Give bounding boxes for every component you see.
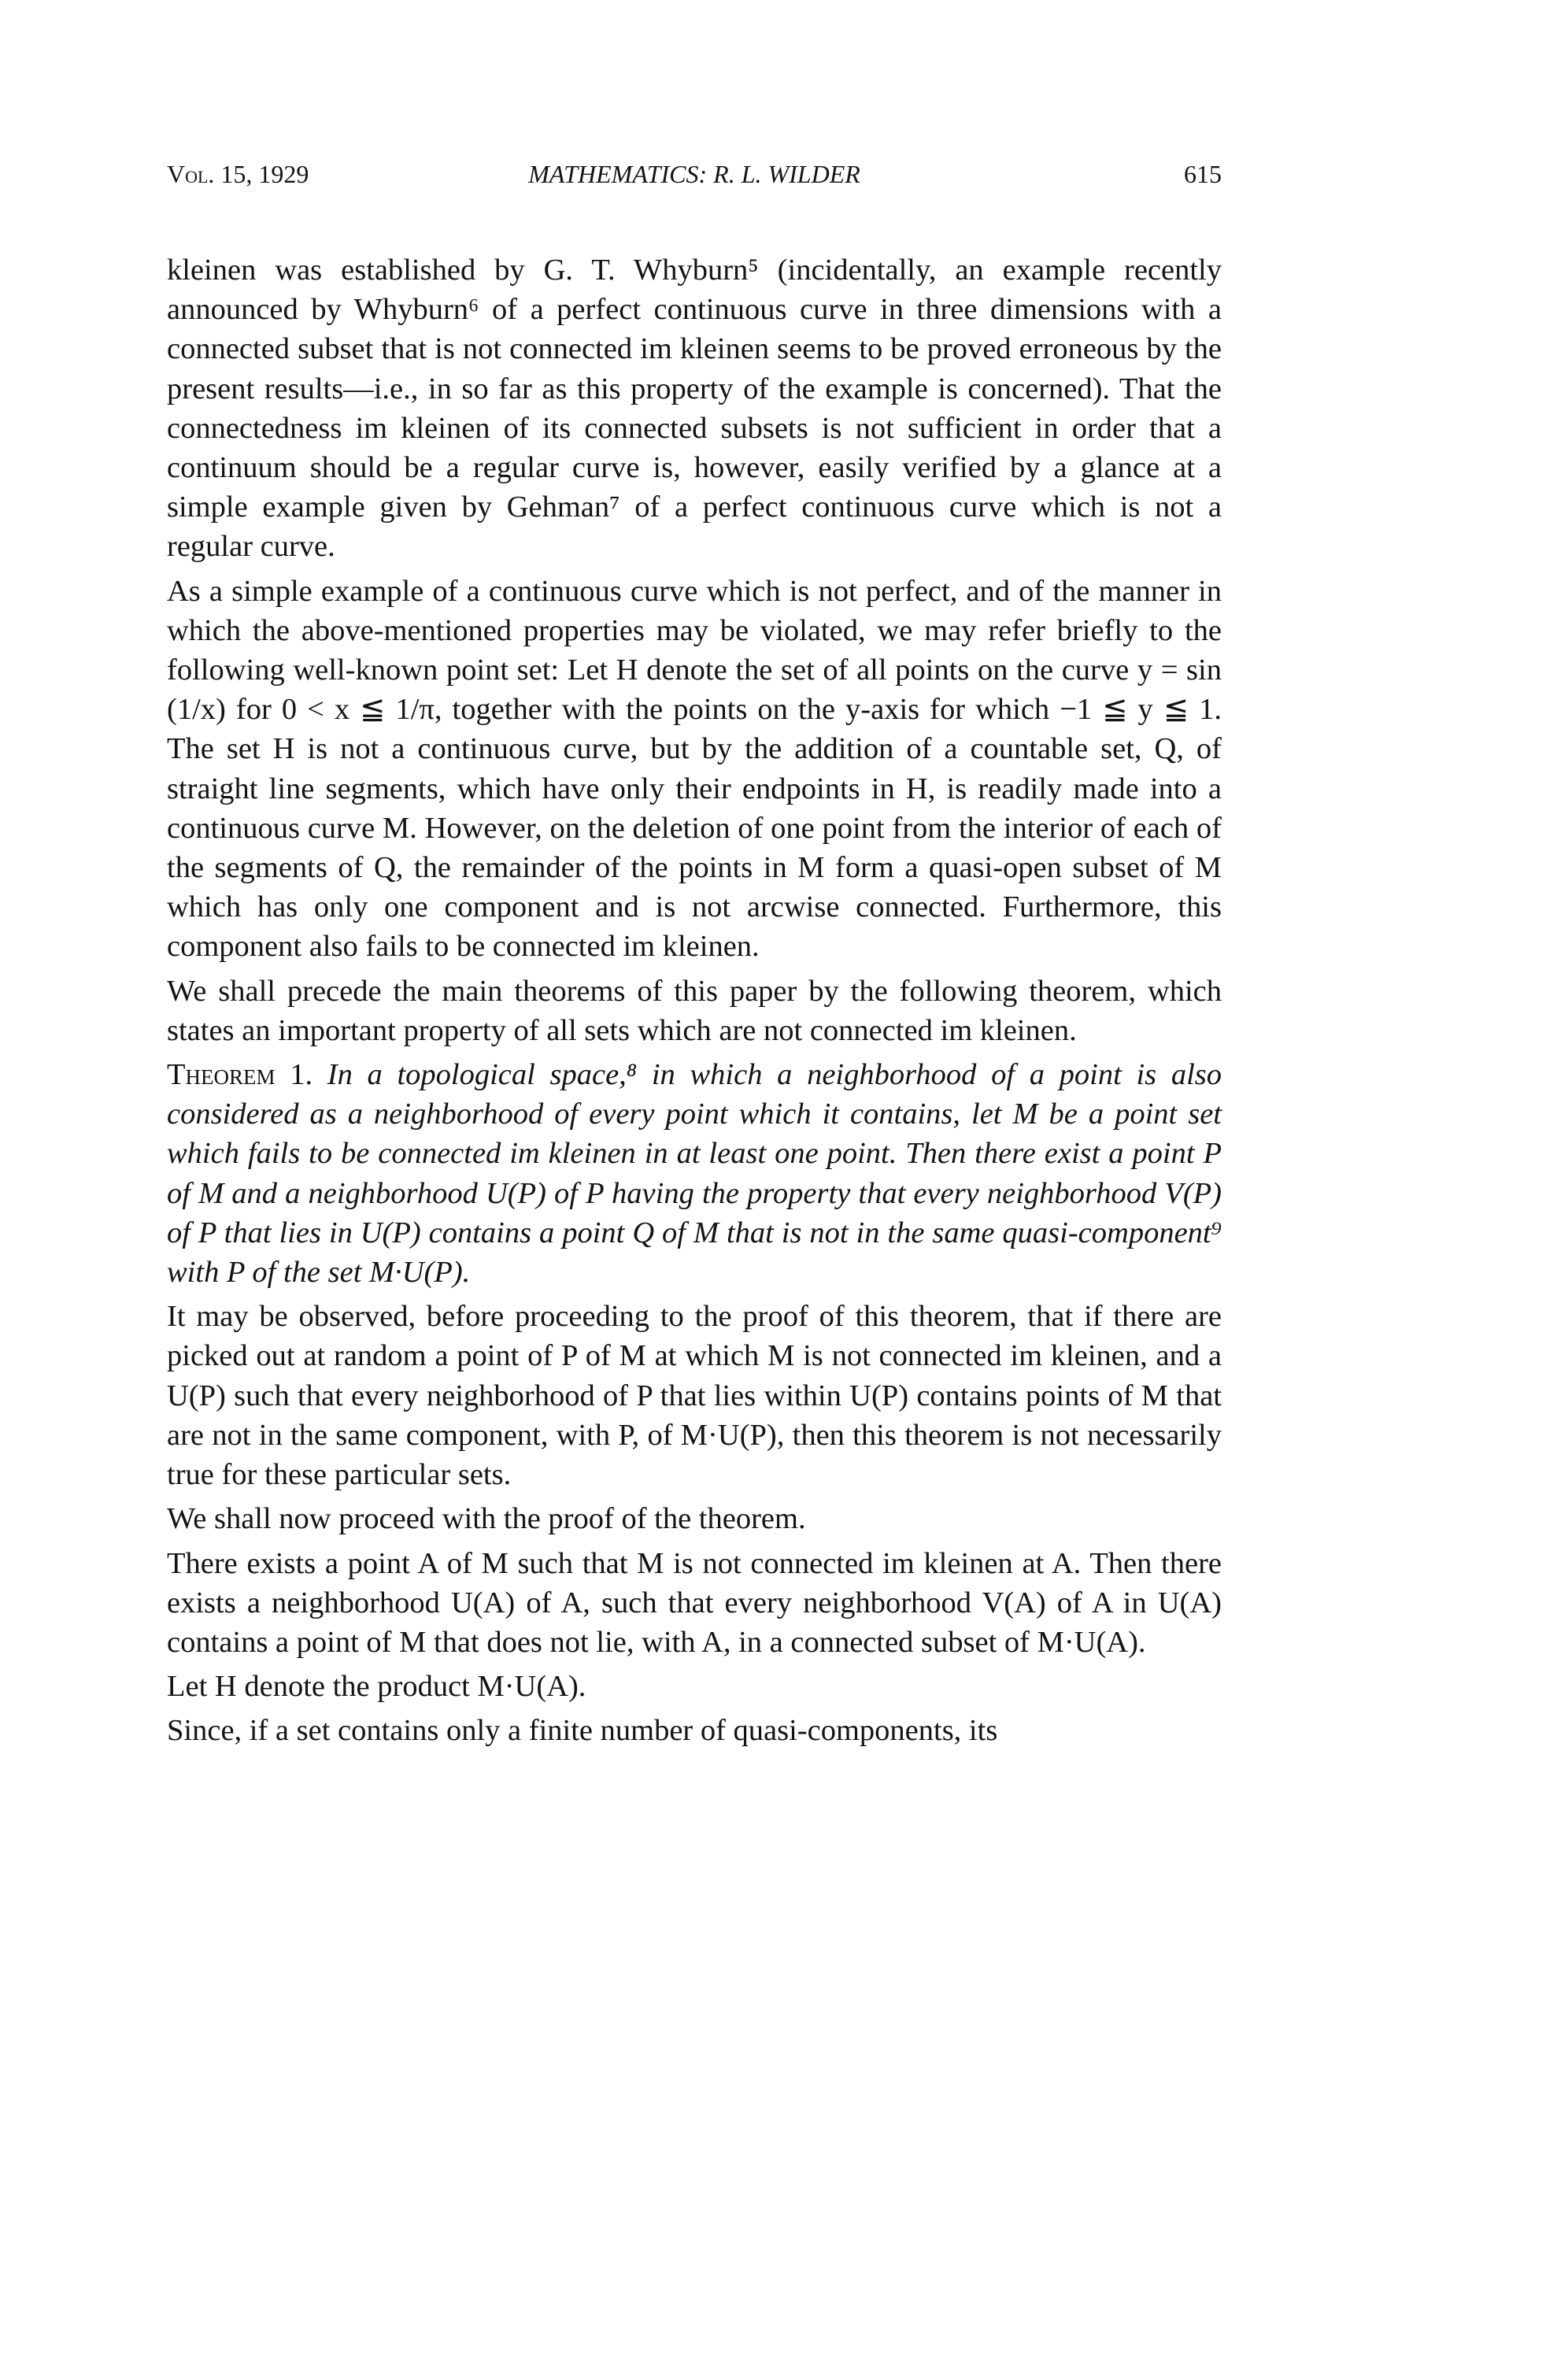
paragraph: kleinen was established by G. T. Whyburn⁵ (incidentally, an example recently announced by Whyburn⁶ of a perfect continuous curve in three dimensions with a connected subset that is not connected im kleinen seems to be proved erroneous by the present results—i.e., in so far as this property of the example is concerned). That the connectedness im kleinen of its connected subsets is not sufficient in order that a continuum should be a regular curve is, however, easily verified by a glance at a simple example given by Gehman⁷ of a perfect continuous curve which is not a regular curve. <box>167 254 1222 564</box>
theorem-label: Theorem 1. <box>167 1058 313 1092</box>
paragraph: We shall now proceed with the proof of the theorem. <box>167 1502 806 1536</box>
page-number: 615 <box>1184 160 1222 188</box>
running-title: MATHEMATICS: R. L. WILDER <box>528 160 860 188</box>
paragraph: Since, if a set contains only a finite number of quasi-components, its <box>167 1714 998 1748</box>
paragraph: It may be observed, before proceeding to the proof of this theorem, that if there are picked out at random a point of P of M at which M is not connected im kleinen, and a U(P) such that every neighborhood of P that lies within U(P) contains points of M that are not in the same component, with P, of M·U(P), then this theorem is not necessarily true for these particular sets. <box>167 1300 1222 1492</box>
page-header <box>167 154 1222 194</box>
theorem-statement: In a topological space,⁸ in which a neighborhood of a point is also considered as a neighborhood of every point which it contains, let M be a point set which fails to be connected im kleinen in at least one point. Then there exist a point P of M and a neighborhood U(P) of P having the property that every neighborhood V(P) of P that lies in U(P) contains a point Q of M that is not in the same quasi-component⁹ with P of the set M·U(P). <box>167 1058 1222 1290</box>
paragraph: As a simple example of a continuous curve which is not perfect, and of the manner in which the above-mentioned properties may be violated, we may refer briefly to the following well-known point set: Let H denote the set of all points on the curve y = sin (1/x) for 0 < x ≦ 1/π, together with the points on the y-axis for which −1 ≦ y ≦ 1. The set H is not a continuous curve, but by the addition of a countable set, Q, of straight line segments, which have only their endpoints in H, is readily made into a continuous curve M. However, on the deletion of one point from the interior of each of the segments of Q, the remainder of the points in M form a quasi-open subset of M which has only one component and is not arcwise connected. Furthermore, this component also fails to be connected im kleinen. <box>167 574 1222 964</box>
body-text <box>167 250 1222 1756</box>
paragraph: There exists a point A of M such that M is not connected im kleinen at A. Then there exists a neighborhood U(A) of A, such that every neighborhood V(A) of A in U(A) contains a point of M that does not lie, with A, in a connected subset of M·U(A). <box>167 1546 1222 1659</box>
paragraph: Let H denote the product M·U(A). <box>167 1670 586 1704</box>
paragraph: We shall precede the main theorems of this paper by the following theorem, which states an important property of all sets which are not connected im kleinen. <box>167 974 1222 1047</box>
theorem-1 <box>167 1055 1222 1292</box>
volume-label: Vol. 15, 1929 <box>167 160 309 188</box>
